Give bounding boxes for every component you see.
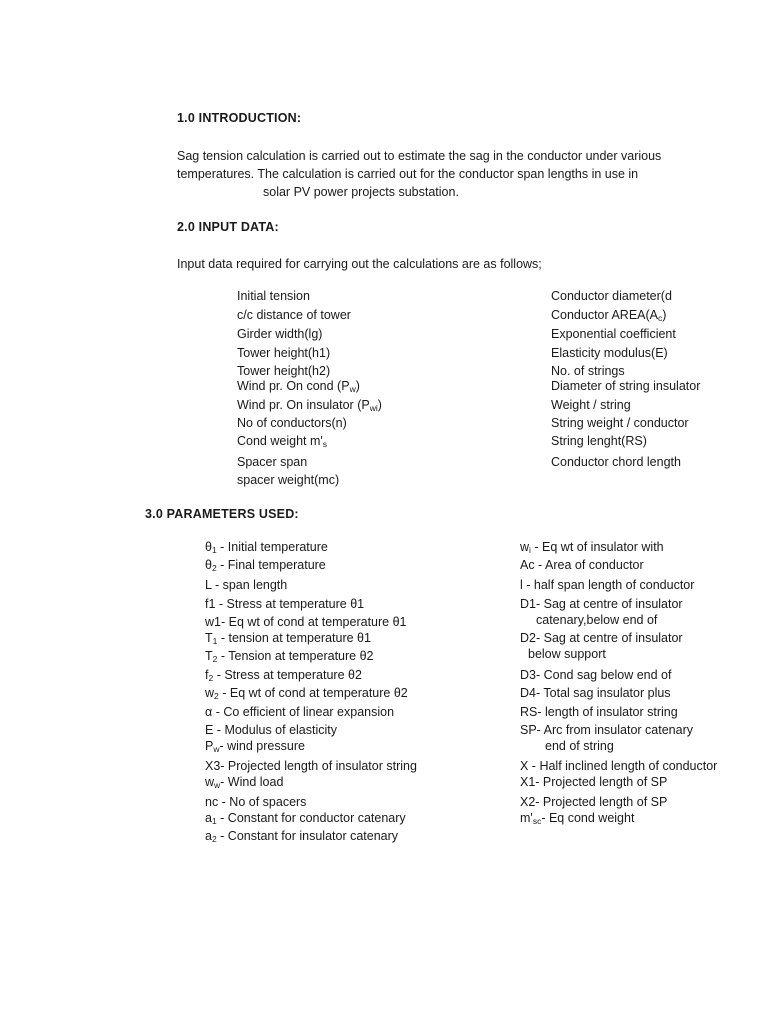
parameter-left-item [205,686,408,701]
input-left-item-text-tail: ) [355,379,360,393]
input-left-item [237,416,347,431]
parameter-right-item [520,597,683,612]
parameter-right-item-text: D2- Sag at centre of insulator [520,631,683,645]
input-left-item [237,434,327,449]
input-right-item-text: Elasticity modulus(E) [551,346,668,360]
parameter-left-item [205,705,394,720]
input-left-item-text: c/c distance of tower [237,308,351,322]
input-left-item [237,364,330,379]
parameter-left-item-text-tail: - Tension at temperature θ2 [217,649,374,663]
parameter-right-item [545,739,614,754]
parameter-left-item-text: f1 - Stress at temperature θ1 [205,597,365,611]
parameter-left-item-text: w [205,775,215,789]
parameter-left-item-subscript: 1 [212,636,218,646]
input-left-item [237,379,360,394]
parameter-right-item [520,759,717,774]
parameter-left-item-subscript: 1 [211,816,217,826]
parameter-left-item-text-tail: - Stress at temperature θ2 [213,668,362,682]
parameter-right-item [520,723,693,738]
intro-line-3: solar PV power projects substation. [263,185,459,199]
input-left-item-text: Tower height(h2) [237,364,331,378]
intro-heading: 1.0 INTRODUCTION: [177,111,302,125]
parameter-left-item [205,597,364,612]
parameter-left-item-text: w [205,686,215,700]
parameter-left-item-text: T [205,631,213,645]
parameter-right-item [520,668,671,683]
parameter-left-item-text: f [205,668,209,682]
parameter-right-item-text: catenary,below end of [536,613,658,627]
parameter-left-item-subscript: w [214,780,221,790]
input-left-item [237,455,307,470]
parameter-right-item [520,540,664,555]
intro-line-2: temperatures. The calculation is carried out for the conductor span lengths in use in [177,167,639,181]
parameter-left-item-text: nc - No of spacers [205,795,307,809]
parameter-left-item [205,759,417,774]
input-left-item-text: Girder width(lg) [237,327,323,341]
parameter-left-item [205,668,362,683]
parameter-right-item-text: X - Half inclined length of conductor [520,759,718,773]
parameter-left-item-text-tail: - Final temperature [216,558,326,572]
parameter-left-item-text: θ [205,540,212,554]
input-right-item-text: Conductor AREA(A [551,308,658,322]
parameter-left-item-text-tail: - Wind load [220,775,284,789]
input-right-item-subscript: c [658,313,663,323]
parameter-left-item-text: X3- Projected length of insulator string [205,759,417,773]
parameter-right-item [520,686,671,701]
input-right-item-text: No. of strings [551,364,625,378]
input-right-item-text-tail: ) [662,308,667,322]
input-left-item-text: Initial tension [237,289,310,303]
input-left-item-text: Wind pr. On insulator (P [237,398,370,412]
parameter-left-item-subscript: 2 [212,654,218,664]
parameter-left-item [205,775,283,790]
parameter-right-item-text: Ac - Area of conductor [520,558,644,572]
input-right-item-text: Exponential coefficient [551,327,676,341]
input-right-item-text: Weight / string [551,398,631,412]
parameter-left-item [205,723,337,738]
parameter-left-item-text: a [205,811,212,825]
input-data-heading: 2.0 INPUT DATA: [177,220,279,234]
input-left-item-subscript: s [322,439,328,449]
parameter-left-item [205,739,305,754]
parameter-left-item-text-tail: - wind pressure [219,739,305,753]
input-left-item-text-tail: ) [377,398,382,412]
parameter-left-item-text-tail: - Initial temperature [216,540,328,554]
parameter-left-item-subscript: 2 [211,563,217,573]
parameter-right-item-text: X1- Projected length of SP [520,775,668,789]
parameter-left-item-text-tail: - Constant for conductor catenary [216,811,406,825]
parameters-right-list [520,0,718,1024]
parameter-right-item [520,578,694,593]
parameter-left-item-text: w1- Eq wt of cond at temperature θ1 [205,615,407,629]
parameter-right-item-text: w [520,540,530,554]
parameter-right-item-text: D3- Cond sag below end of [520,668,672,682]
parameter-left-item-text: α - Co efficient of linear expansion [205,705,395,719]
parameter-right-item [520,558,644,573]
input-left-item-subscript: w [349,384,356,394]
input-left-item [237,327,322,342]
input-data-intro: Input data required for carrying out the calculations are as follows; [177,257,542,271]
input-left-item [237,346,330,361]
input-left-item [237,289,310,304]
input-left-item [237,473,339,488]
parameter-right-item-text: X2- Projected length of SP [520,795,668,809]
parameter-left-item [205,578,287,593]
parameter-left-item-text: L - span length [205,578,288,592]
input-left-item-text: No of conductors(n) [237,416,347,430]
parameter-right-item [528,647,606,662]
intro-line-1: Sag tension calculation is carried out to estimate the sag in the conductor under various [177,149,662,163]
parameter-right-item [536,613,657,628]
input-right-item-text: String lenght(RS) [551,434,647,448]
parameter-right-item-text: l - half span length of conductor [520,578,695,592]
parameter-left-item [205,615,407,630]
parameter-right-item [520,631,683,646]
input-left-item-text: Spacer span [237,455,308,469]
parameter-left-item-text: θ [205,558,212,572]
parameter-left-item-subscript: 1 [211,545,217,555]
parameter-left-item [205,540,328,555]
parameter-right-item [520,795,667,810]
parameter-right-item [520,775,667,790]
parameter-left-item-subscript: 2 [208,673,214,683]
input-left-item-text: spacer weight(mc) [237,473,340,487]
parameter-right-item-text-tail: - Eq cond weight [541,811,635,825]
parameter-left-item-text-tail: - Eq wt of cond at temperature θ2 [218,686,408,700]
parameter-left-item-subscript: w [213,744,220,754]
input-left-item-subscript: wi [369,403,378,413]
parameter-left-item-text: T [205,649,213,663]
input-right-item-text: String weight / conductor [551,416,689,430]
parameter-left-item-text-tail: - tension at temperature θ1 [217,631,371,645]
input-left-item [237,308,351,323]
input-left-item-text: Tower height(h1) [237,346,331,360]
parameter-right-item-text: RS- length of insulator string [520,705,678,719]
parameter-right-item-text: SP- Arc from insulator catenary [520,723,693,737]
parameter-right-item-subscript: sc [532,816,542,826]
parameter-left-item [205,631,371,646]
parameter-right-item-text-tail: - Eq wt of insulator with [530,540,664,554]
parameter-left-item-text: P [205,739,214,753]
parameters-heading: 3.0 PARAMETERS USED: [145,507,299,521]
parameter-right-item-text: below support [528,647,606,661]
input-right-item-text: Conductor chord length [551,455,681,469]
parameter-left-item [205,795,306,810]
parameter-left-item [205,829,398,844]
parameter-right-item-text: D1- Sag at centre of insulator [520,597,683,611]
input-left-item-text: Cond weight m' [237,434,323,448]
parameter-left-item [205,558,326,573]
parameter-left-item-text: E - Modulus of elasticity [205,723,337,737]
parameter-left-item-text: a [205,829,212,843]
input-right-item-text: Conductor diameter(d [551,289,672,303]
parameter-left-item-subscript: 2 [214,691,219,701]
input-right-item-text: Diameter of string insulator [551,379,701,393]
parameter-right-item [520,811,634,826]
parameter-right-item [520,705,678,720]
parameter-right-item-text: end of string [545,739,614,753]
parameter-left-item-text-tail: - Constant for insulator catenary [216,829,399,843]
parameter-right-item-text: D4- Total sag insulator plus [520,686,671,700]
parameter-right-item-subscript: i [529,545,531,555]
parameter-right-item-text: m' [520,811,533,825]
parameter-left-item [205,811,406,826]
input-left-item-text: Wind pr. On cond (P [237,379,350,393]
parameter-left-item-subscript: 2 [211,834,217,844]
input-left-item [237,398,382,413]
parameter-left-item [205,649,374,664]
